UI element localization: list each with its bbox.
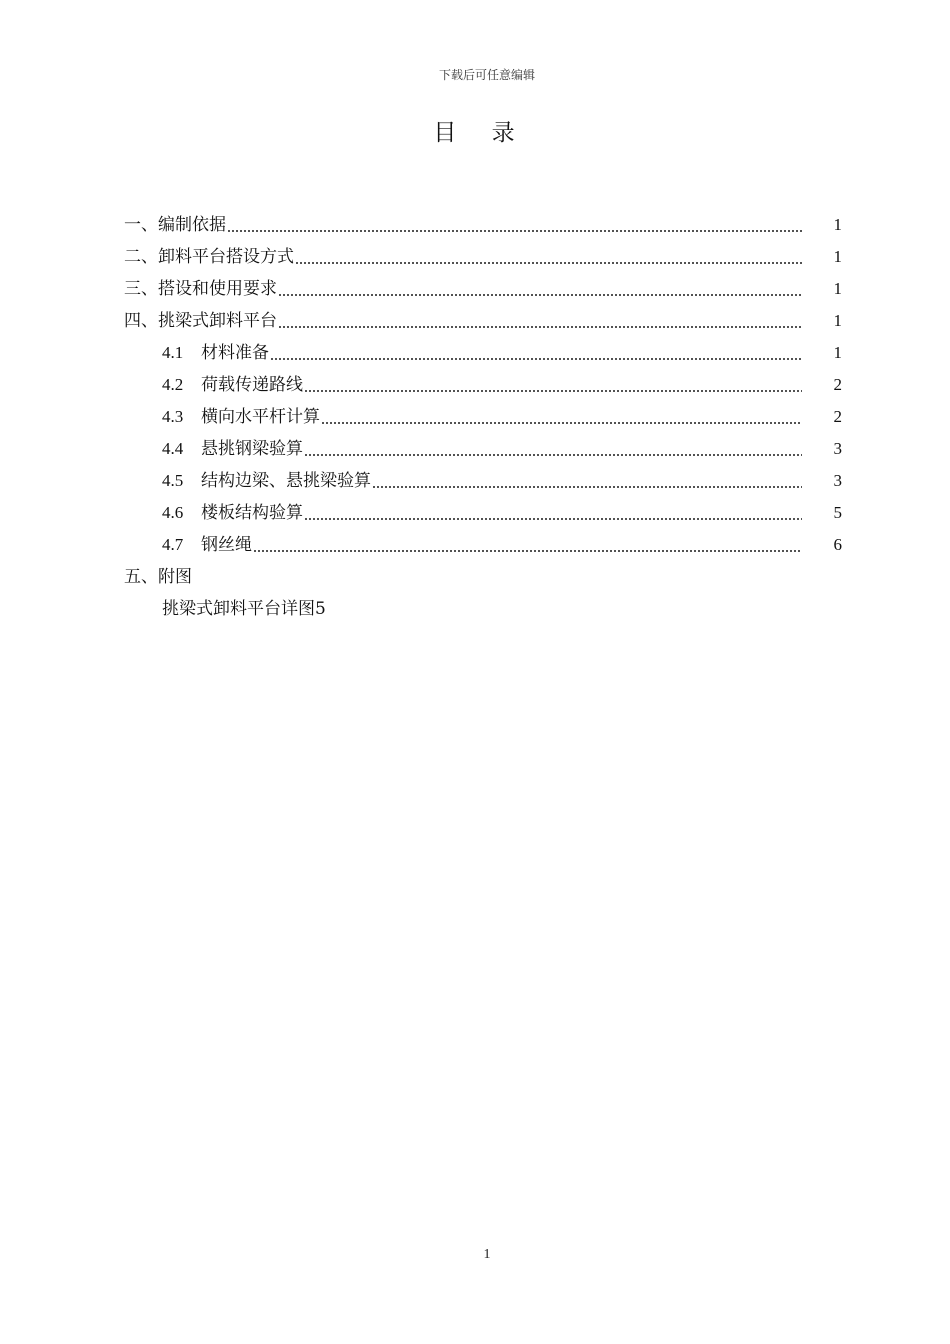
- toc-entry-label: 材料准备: [201, 343, 269, 363]
- page-title: 目 录: [433, 120, 529, 146]
- page-number: 1: [483, 1247, 491, 1262]
- toc-subentry[interactable]: [124, 465, 842, 497]
- toc-entry-label: 四、挑梁式卸料平台: [124, 311, 277, 331]
- toc-leader-dots: [304, 369, 802, 401]
- toc-entry-label: 二、卸料平台搭设方式: [124, 247, 294, 267]
- toc-subentry-number: 4.7: [162, 535, 184, 554]
- toc-entry-label: 悬挑钢梁验算: [201, 439, 303, 459]
- toc-entry-appendix[interactable]: [124, 561, 842, 593]
- toc-leader-dots: [304, 497, 802, 529]
- toc-entry-label: 一、编制依据: [124, 215, 226, 235]
- toc-subentry[interactable]: [124, 529, 842, 561]
- toc-subentry[interactable]: [124, 337, 842, 369]
- toc-subentry-number: 4.6: [162, 503, 184, 522]
- header-note: 下载后可任意编辑: [438, 68, 535, 82]
- toc-subentry-number: 4.2: [162, 375, 184, 394]
- toc-entry-page: 2: [833, 375, 842, 394]
- toc-entry-page: 2: [833, 407, 842, 426]
- toc-subentry-number: 4.1: [162, 343, 184, 362]
- toc-leader-dots: [295, 241, 802, 273]
- toc-leader-dots: [321, 401, 802, 433]
- toc-subentry-appendix[interactable]: [124, 593, 842, 625]
- toc-subentry-number: 4.4: [162, 439, 184, 458]
- toc-entry-page: 1: [833, 247, 842, 266]
- toc-entry-label: 结构边梁、悬挑梁验算: [201, 471, 371, 491]
- toc-entry-page: 5: [833, 503, 842, 522]
- toc-entry[interactable]: [124, 241, 842, 273]
- toc-leader-dots: [227, 209, 802, 241]
- toc-leader-dots: [270, 337, 802, 369]
- toc-entry-page: 3: [833, 439, 842, 458]
- toc-entry[interactable]: [124, 305, 842, 337]
- toc-entry-label: 荷载传递路线: [201, 375, 303, 395]
- toc-entry-page: 1: [833, 215, 842, 234]
- toc-entry-label: 横向水平杆计算: [201, 407, 320, 427]
- toc-leader-dots: [253, 529, 802, 561]
- toc-entry[interactable]: [124, 209, 842, 241]
- toc-subentry[interactable]: [124, 369, 842, 401]
- toc-entry-label: 三、搭设和使用要求: [124, 279, 277, 299]
- toc-entry-page: 3: [833, 471, 842, 490]
- toc-entry-label: 钢丝绳: [201, 535, 252, 555]
- toc-leader-dots: [372, 465, 802, 497]
- toc-entry-page: 1: [833, 311, 842, 330]
- toc-entry-page: 6: [833, 535, 842, 554]
- toc-subentry[interactable]: [124, 401, 842, 433]
- toc-subentry-number: 4.3: [162, 407, 184, 426]
- toc-entry-label: 五、附图: [124, 567, 192, 587]
- toc-entry-page: 1: [833, 279, 842, 298]
- toc-entry-page: 1: [833, 343, 842, 362]
- toc-subentry[interactable]: [124, 433, 842, 465]
- toc-leader-dots: [278, 273, 802, 305]
- toc-entry[interactable]: [124, 273, 842, 305]
- toc-entry-label: 楼板结构验算: [201, 503, 303, 523]
- table-of-contents: [124, 209, 842, 625]
- toc-leader-dots: [304, 433, 802, 465]
- toc-entry-label: 挑梁式卸料平台详图5: [162, 599, 326, 619]
- toc-leader-dots: [278, 305, 802, 337]
- toc-subentry[interactable]: [124, 497, 842, 529]
- toc-subentry-number: 4.5: [162, 471, 184, 490]
